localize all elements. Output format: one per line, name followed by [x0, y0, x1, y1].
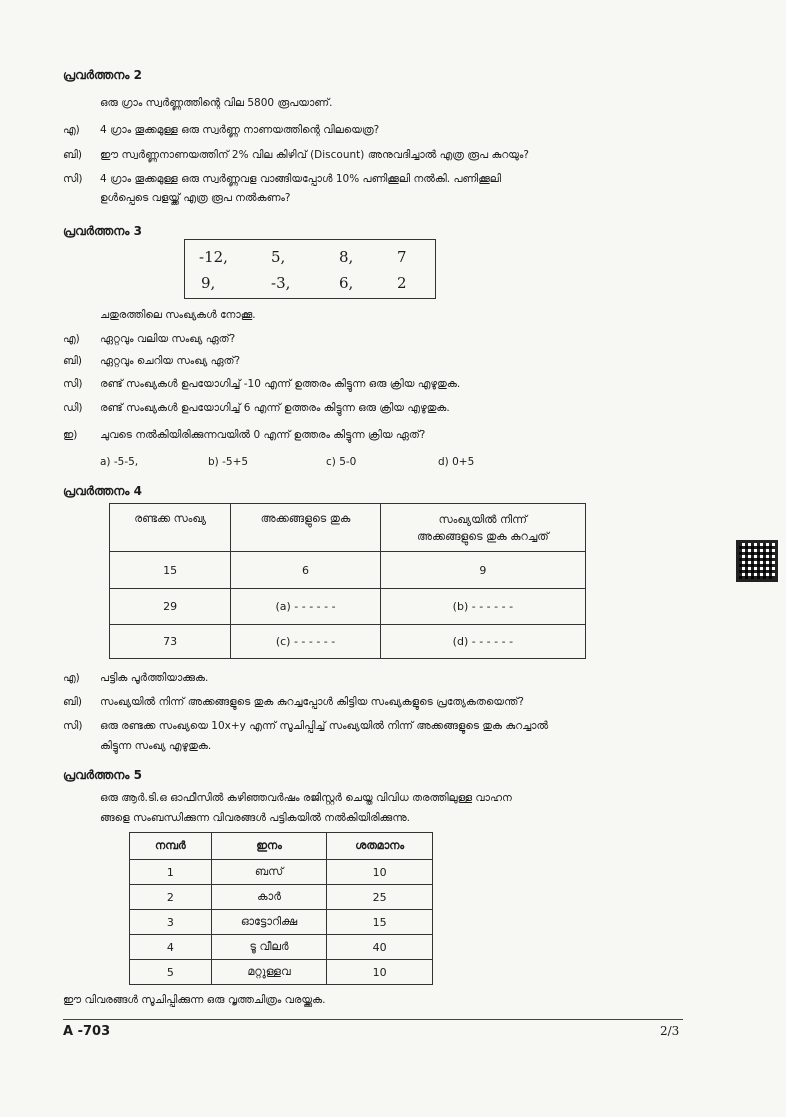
question-text: ഏറ്റവും ചെറിയ സംഖ്യ ഏത്? [100, 355, 241, 367]
question-text: പട്ടിക പൂർത്തിയാക്കുക. [100, 672, 209, 684]
table-cell: 2 [130, 885, 212, 910]
table-cell: 9 [380, 552, 585, 589]
header-cell: അക്കങ്ങളുടെ തുക [231, 504, 380, 552]
question-text-cont: കിട്ടുന്ന സംഖ്യ എഴുതുക. [100, 740, 212, 752]
question-label: ഇ) [63, 429, 78, 441]
activity-5-intro: ഒരു ആർ.ടി.ഒ ഓഫീസിൽ കഴിഞ്ഞവർഷം രജിസ്റ്റർ ചെയ്ത വിവിധ തരത്തിലുള്ള വാഹന [100, 792, 512, 804]
table-cell: 40 [327, 935, 433, 960]
table-cell: (c) - - - - - - [231, 625, 380, 659]
question-text: രണ്ട് സംഖ്യകൾ ഉപയോഗിച്ച് 6 എന്ന് ഉത്തരം കിട്ടുന്ന ഒരു ക്രിയ എഴുതുക. [100, 402, 450, 414]
question-label: ബി) [63, 355, 83, 367]
table-cell: മറ്റുള്ളവ [211, 960, 327, 985]
question-label: എ) [63, 124, 80, 136]
activity-5-title: പ്രവർത്തനം 5 [63, 768, 142, 782]
table-cell: 4 [130, 935, 212, 960]
activity-5-intro-cont: ങ്ങളെ സംബന്ധിക്കുന്ന വിവരങ്ങൾ പട്ടികയിൽ നൽകിയിരിക്കുന്നു. [100, 812, 410, 824]
activity-5-outro: ഈ വിവരങ്ങൾ സൂചിപ്പിക്കുന്ന ഒരു വൃത്തചിത്രം വരയ്ക്കുക. [63, 994, 326, 1006]
table-cell: 15 [327, 910, 433, 935]
table-cell: (d) - - - - - - [380, 625, 585, 659]
option-b: b) -5+5 [208, 456, 249, 468]
option-c: c) 5-0 [326, 456, 357, 468]
number: 9, [201, 274, 216, 292]
paper-code: A -703 [63, 1024, 111, 1039]
question-label: എ) [63, 672, 80, 684]
question-text: രണ്ട് സംഖ്യകൾ ഉപയോഗിച്ച് -10 എന്ന് ഉത്തരം കിട്ടുന്ന ഒരു ക്രിയ എഴുതുക. [100, 378, 461, 390]
table-cell: 25 [327, 885, 433, 910]
footer-divider [63, 1019, 683, 1020]
table-cell: കാർ [211, 885, 327, 910]
activity-4-title: പ്രവർത്തനം 4 [63, 484, 142, 498]
header-cell: ഇനം [211, 833, 327, 860]
question-text-cont: ഉൾപ്പെടെ വളയ്ക്ക് എത്ര രൂപ നൽകണം? [100, 192, 291, 204]
activity-2-title: പ്രവർത്തനം 2 [63, 68, 142, 82]
header-cell: നമ്പർ [130, 833, 212, 860]
header-cell: ശതമാനം [327, 833, 433, 860]
question-label: എ) [63, 333, 80, 345]
question-label: ബി) [63, 149, 83, 161]
number: 8, [339, 248, 354, 266]
number: -12, [199, 248, 228, 266]
table-cell: 1 [130, 860, 212, 885]
question-text: ഈ സ്വർണ്ണനാണയത്തിന് 2% വില കിഴിവ് (Discount) അനുവദിച്ചാൽ എത്ര രൂപ കുറയും? [100, 149, 529, 161]
question-label: ഡി) [63, 402, 83, 414]
table-cell: (b) - - - - - - [380, 589, 585, 625]
activity-3-title: പ്രവർത്തനം 3 [63, 224, 142, 238]
header-line: സംഖ്യയിൽ നിന്ന് [438, 512, 528, 526]
table-cell: 10 [327, 860, 433, 885]
table-cell: ഓട്ടോറിക്ഷ [211, 910, 327, 935]
number: 7 [397, 248, 407, 266]
activity-2-intro: ഒരു ഗ്രാം സ്വർണ്ണത്തിന്റെ വില 5800 രൂപയാണ്. [100, 97, 333, 109]
table-cell: 5 [130, 960, 212, 985]
number: -3, [271, 274, 291, 292]
activity-3-intro: ചതുരത്തിലെ സംഖ്യകൾ നോക്കൂ. [100, 309, 256, 321]
header-cell: രണ്ടക്ക സംഖ്യ [110, 504, 231, 552]
table-cell: ടൂ വീലർ [211, 935, 327, 960]
option-a: a) -5-5, [100, 456, 139, 468]
question-text: ഒരു രണ്ടക്ക സംഖ്യയെ 10x+y എന്ന് സൂചിപ്പിച്ച് സംഖ്യയിൽ നിന്ന് അക്കങ്ങളുടെ തുക കുറച്ചാൽ [100, 720, 549, 732]
question-label: സി) [63, 720, 83, 732]
table-cell: 29 [110, 589, 231, 625]
question-text: 4 ഗ്രാം തൂക്കമുള്ള ഒരു സ്വർണ്ണവള വാങ്ങിയപ്പോൾ 10% പണിക്കൂലി നൽകി. പണിക്കൂലി [100, 173, 502, 185]
question-text: സംഖ്യയിൽ നിന്ന് അക്കങ്ങളുടെ തുക കുറച്ചപ്പോൾ കിട്ടിയ സംഖ്യകളുടെ പ്രത്യേകതയെന്ത്? [100, 696, 524, 708]
question-text: ഏറ്റവും വലിയ സംഖ്യ ഏത്? [100, 333, 236, 345]
number: 6, [339, 274, 354, 292]
table-cell: ബസ് [211, 860, 327, 885]
table-cell: 15 [110, 552, 231, 589]
header-cell [380, 504, 585, 552]
question-text: ചുവടെ നൽകിയിരിക്കുന്നവയിൽ 0 എന്ന് ഉത്തരം കിട്ടുന്ന ക്രിയ ഏത്? [100, 429, 426, 441]
number: 2 [397, 274, 407, 292]
digit-sum-table [109, 503, 586, 659]
table-cell: (a) - - - - - - [231, 589, 380, 625]
option-d: d) 0+5 [438, 456, 475, 468]
table-cell: 73 [110, 625, 231, 659]
table-cell: 3 [130, 910, 212, 935]
question-label: ബി) [63, 696, 83, 708]
table-cell: 6 [231, 552, 380, 589]
qr-code-icon [736, 540, 778, 582]
header-line: അക്കങ്ങളുടെ തുക കുറച്ചത് [416, 529, 549, 543]
table-cell: 10 [327, 960, 433, 985]
number-box [184, 239, 436, 299]
page-number: 2/3 [660, 1024, 680, 1038]
number: 5, [271, 248, 286, 266]
question-label: സി) [63, 173, 83, 185]
question-text: 4 ഗ്രാം തൂക്കമുള്ള ഒരു സ്വർണ്ണ നാണയത്തിന്റെ വിലയെത്ര? [100, 124, 380, 136]
vehicle-table [129, 832, 433, 985]
question-label: സി) [63, 378, 83, 390]
